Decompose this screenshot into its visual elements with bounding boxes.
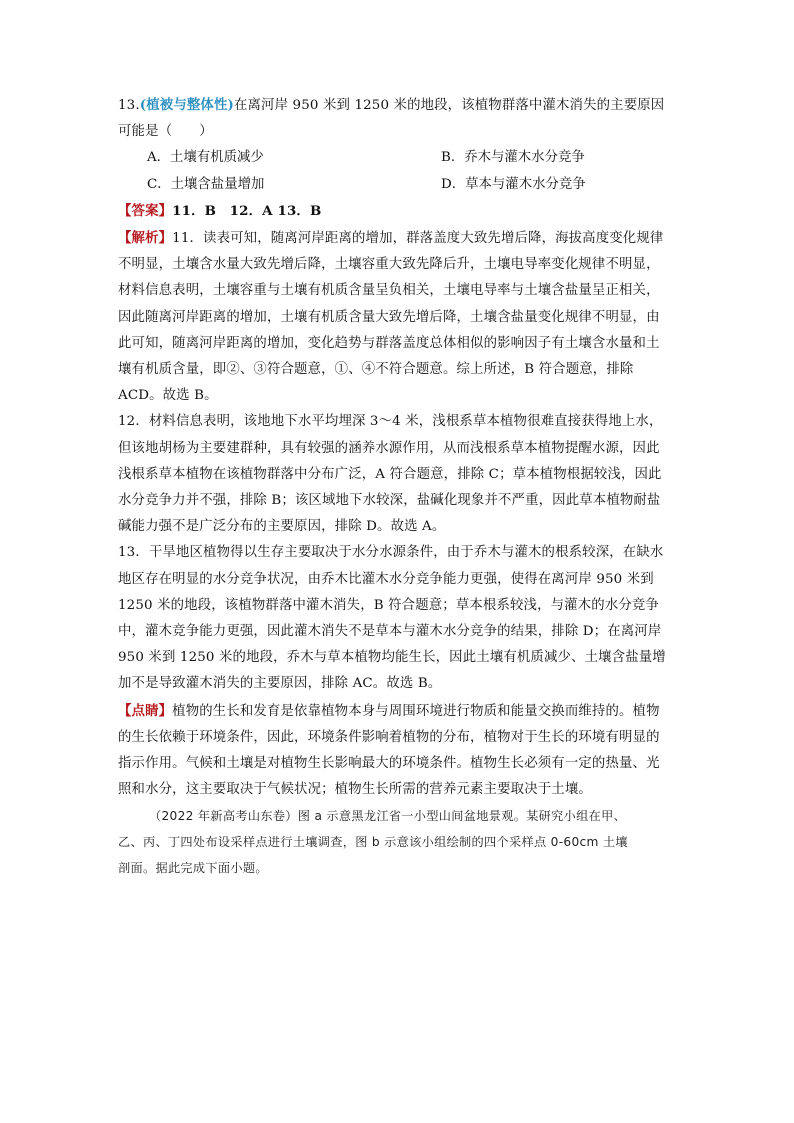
option-d: D．草本与灌木水分竞争 (441, 176, 586, 192)
intro-source: （2022 年新高考山东卷） (149, 809, 298, 824)
analysis-line: 中，灌木竞争能力更强，因此灌木消失不是草本与灌木水分竞争的结果，排除 D；在离河岸 (118, 624, 662, 640)
analysis-line: 950 米到 1250 米的地段，乔木与草本植物均能生长，因此土壤有机质减少、土壤含盐量增 (118, 650, 666, 666)
tips-section (118, 698, 683, 804)
tips-line: 照和水分，这主要取决于气候状况；植物生长所需的营养元素主要取决于土壤。 (118, 782, 592, 798)
option-b: B．乔木与灌木水分竞争 (441, 150, 585, 166)
question-topic-tag: (植被与整体性) (139, 97, 234, 113)
analysis-line: 壤有机质含量，即②、③符合题意，①、④不符合题意。综上所述，B 符合题意，排除 (118, 362, 634, 378)
analysis-line: 【解析】11．读表可知，随离河岸距离的增加，群落盖度大致先增后降，海拔高度变化规律 (118, 230, 664, 247)
intro-line: 剖面。据此完成下面小题。 (118, 861, 268, 876)
analysis-line: 因此随离河岸距离的增加，土壤有机质含量大致先增后降，土壤含盐量变化规律不明显，由 (118, 309, 660, 325)
analysis-line: 水分竞争力并不强，排除 B；该区域地下水较深，盐碱化现象并不严重，因此草本植物耐盐 (118, 493, 661, 509)
tips-line: 【点睛】植物的生长和发育是依靠植物本身与周围环境进行物质和能量交换而维持的。植物 (118, 702, 660, 719)
analysis-line: 13．干旱地区植物得以生存主要取决于水分水源条件，由于乔木与灌木的根系较深，在缺水 (118, 545, 664, 561)
question-stem-line-2: 可能是（ ） (118, 124, 213, 140)
analysis-line: 加不是导致灌木消失的主要原因，排除 AC。故选 B。 (118, 676, 442, 692)
tips-line: 的生长依赖于环境条件，因此，环境条件影响着植物的分布，植物对于生长的环境有明显的 (118, 729, 660, 745)
question-number: 13. (118, 98, 140, 113)
analysis-line: ACD。故选 B。 (118, 388, 218, 404)
analysis-line: 12．材料信息表明，该地地下水平均埋深 3～4 米，浅根系草本植物很难直接获得地上水， (118, 414, 663, 430)
question-options (118, 145, 683, 197)
analysis-line: 1250 米的地段，该植物群落中灌木消失，B 符合题意；草本根系较浅，与灌木的水分竞争 (118, 597, 659, 613)
answer-line (118, 198, 683, 225)
analysis-line: 但该地胡杨为主要建群种，具有较强的涵养水源作用，从而浅根系草本植物提醒水源，因此 (118, 440, 660, 456)
analysis-label: 【解析】 (118, 230, 173, 247)
intro-line: 乙、丙、丁四处布设采样点进行土壤调查，图 b 示意该小组绘制的四个采样点 0-60cm 土壤 (118, 835, 628, 850)
tips-label: 【点睛】 (118, 702, 173, 719)
analysis-line: 碱能力强不是广泛分布的主要原因，排除 D。故选 A。 (118, 519, 446, 535)
answer-text: 11．B 12．A 13．B (172, 202, 322, 219)
analysis-line: 不明显，土壤含水量大致先增后降，土壤容重大致先降后升，土壤电导率变化规律不明显， (118, 257, 660, 273)
tips-line: 指示作用。气候和土壤是对植物生长影响最大的环境条件。植物生长必须有一定的热量、光 (118, 756, 660, 772)
option-c: C．土壤含盐量增加 (147, 176, 265, 192)
analysis-line: 地区存在明显的水分竞争状况，由乔木比灌木水分竞争能力更强，使得在离河岸 950 米到 (118, 571, 654, 587)
document-page (118, 92, 683, 881)
question-stem-line-1: 在离河岸 950 米到 1250 米的地段，该植物群落中灌木消失的主要原因 (233, 98, 665, 113)
analysis-line: 材料信息表明，土壤容重与土壤有机质含量呈负相关，土壤电导率与土壤含盐量呈正相关， (118, 283, 660, 299)
analysis-line: 浅根系草本植物在该植物群落中分布广泛，A 符合题意，排除 C；草本植物根据较浅，因此 (118, 466, 662, 482)
next-question-intro (118, 803, 683, 881)
answer-label: 【答案】 (118, 202, 173, 219)
analysis-line: 此可知，随离河岸距离的增加，变化趋势与群落盖度总体相似的影响因子有土壤含水量和土 (118, 335, 660, 351)
question-13-stem (118, 92, 683, 119)
intro-line: （2022 年新高考山东卷）图 a 示意黑龙江省一小型山间盆地景观。某研究小组在甲、 (149, 809, 627, 824)
analysis-section (118, 225, 683, 698)
option-a: A．土壤有机质减少 (147, 150, 264, 166)
